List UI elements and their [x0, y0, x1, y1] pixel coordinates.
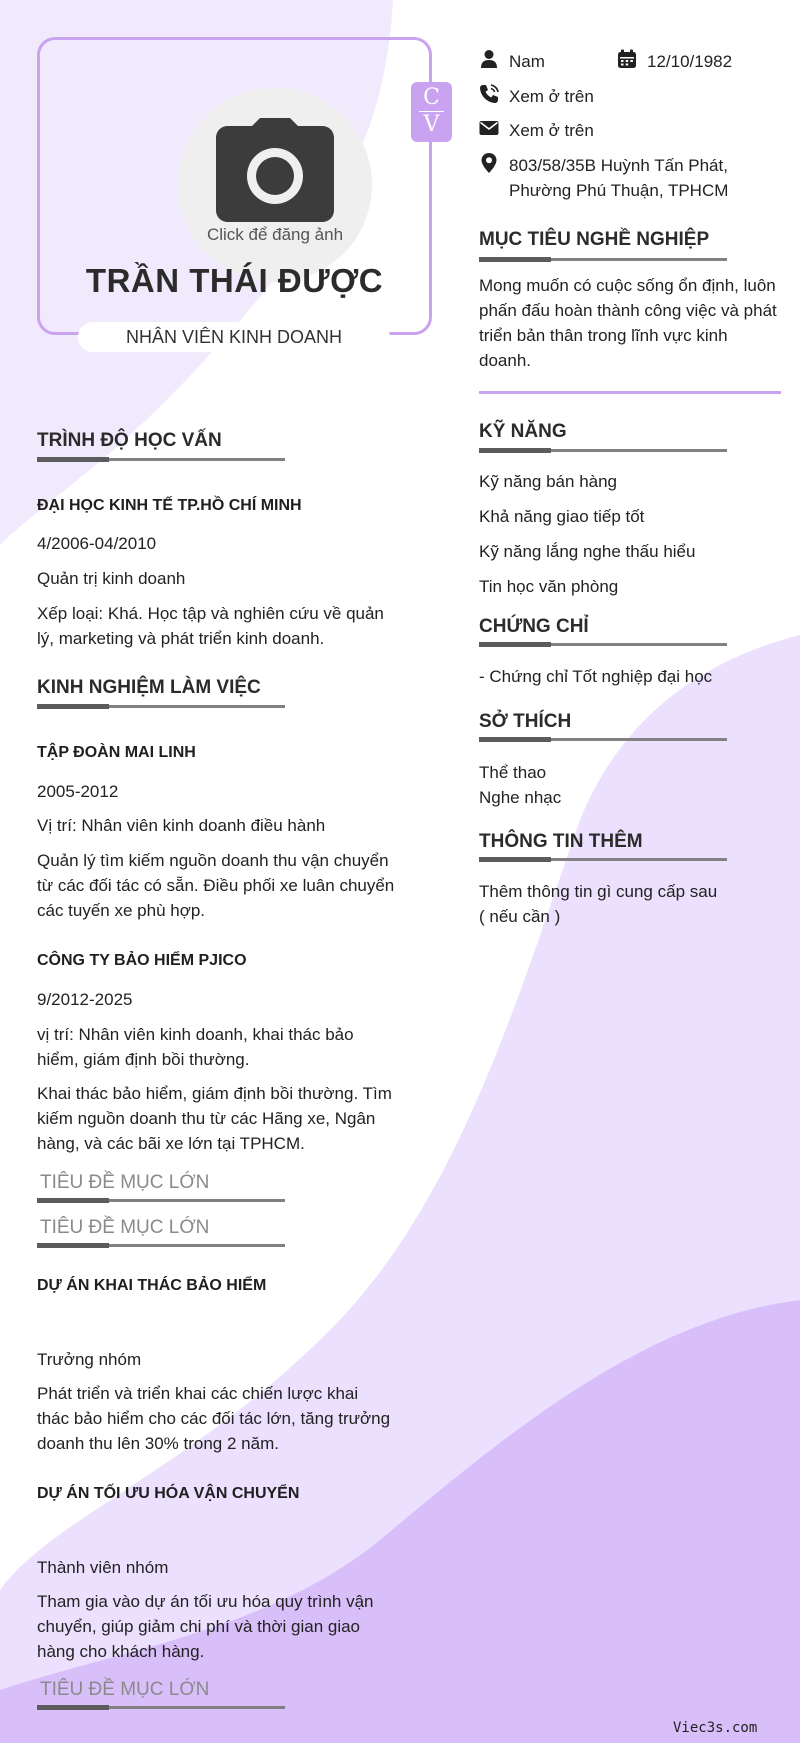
project-desc-line: Tham gia vào dự án tối ưu hóa quy trình vận: [37, 1592, 374, 1611]
placeholder-underline: [37, 1244, 285, 1247]
profile-card: [37, 37, 432, 335]
hobby-item: Nghe nhạc: [479, 788, 562, 807]
cv-badge-top: C: [423, 85, 440, 110]
objective-title: MỤC TIÊU NGHỀ NGHIỆP: [479, 229, 710, 250]
placeholder-section-title[interactable]: TIÊU ĐỀ MỤC LỚN: [40, 1217, 210, 1238]
phone-icon: [479, 84, 499, 104]
photo-upload-label: Click để đăng ảnh: [206, 225, 344, 244]
job-position: [37, 1022, 427, 1072]
objective-line: phấn đấu hoàn thành công việc và phát: [479, 301, 777, 320]
cv-badge-bottom: V: [423, 112, 440, 137]
calendar-icon: [617, 49, 637, 69]
gender-value: Nam: [509, 52, 545, 71]
watermark: Viec3s.com: [673, 1720, 758, 1736]
skill-item: Khả năng giao tiếp tốt: [479, 507, 645, 526]
extra-info-title: THÔNG TIN THÊM: [479, 831, 643, 852]
objective-line: doanh.: [479, 351, 531, 370]
job-position-line: vị trí: Nhân viên kinh doanh, khai thác bảo: [37, 1025, 354, 1044]
placeholder-section-title[interactable]: TIÊU ĐỀ MỤC LỚN: [40, 1679, 210, 1700]
location-pin-icon: [479, 153, 499, 173]
experience-title: KINH NGHIỆM LÀM VIỆC: [37, 677, 261, 698]
job-position: Vị trí: Nhân viên kinh doanh điều hành: [37, 816, 326, 835]
address-line-1: 803/58/35B Huỳnh Tấn Phát,: [509, 156, 728, 175]
project-role: Thành viên nhóm: [37, 1558, 169, 1577]
experience-underline: [37, 705, 285, 708]
school-name: ĐẠI HỌC KINH TẾ TP.HỒ CHÍ MINH: [37, 497, 302, 514]
job-desc-line: các tuyến xe phù hợp.: [37, 901, 206, 920]
project-title: DỰ ÁN KHAI THÁC BẢO HIỂM: [37, 1277, 267, 1294]
job-description: [37, 848, 427, 923]
objective-text: [479, 273, 789, 373]
certificate-item: - Chứng chỉ Tốt nghiệp đại học: [479, 667, 713, 686]
placeholder-underline: [37, 1706, 285, 1709]
education-major: Quản trị kinh doanh: [37, 569, 186, 588]
project-desc-line: Phát triển và triển khai các chiến lược khai: [37, 1384, 359, 1403]
cv-badge: [411, 82, 452, 142]
extra-info-underline: [479, 858, 727, 861]
job-desc-line: Khai thác bảo hiểm, giám định bồi thường. Tìm: [37, 1084, 392, 1103]
project-desc-line: thác bảo hiểm cho các đối tác lớn, tăng trưởng: [37, 1409, 391, 1428]
education-period: 4/2006-04/2010: [37, 534, 157, 553]
photo-upload-area[interactable]: [178, 88, 372, 282]
education-desc-line: lý, marketing và phát triển kinh doanh.: [37, 629, 325, 648]
job-position-line: hiểm, giám định bồi thường.: [37, 1050, 250, 1069]
certificates-underline: [479, 643, 727, 646]
placeholder-underline: [37, 1199, 285, 1202]
contact-gender: [479, 49, 609, 74]
job-desc-line: kiếm nguồn doanh thu từ các Hãng xe, Ngân: [37, 1109, 376, 1128]
contact-phone: [479, 84, 679, 109]
objective-underline: [479, 258, 727, 261]
section-divider: [479, 391, 781, 394]
hobbies-list: [479, 760, 561, 810]
skill-item: Tin học văn phòng: [479, 577, 619, 596]
hobbies-title: SỞ THÍCH: [479, 711, 572, 732]
education-title: TRÌNH ĐỘ HỌC VẤN: [37, 430, 222, 451]
envelope-icon: [479, 118, 499, 138]
placeholder-section-title[interactable]: TIÊU ĐỀ MỤC LỚN: [40, 1172, 210, 1193]
email-value: Xem ở trên: [509, 121, 594, 140]
contact-email: [479, 118, 679, 143]
project-desc-line: hàng cho khách hàng.: [37, 1642, 205, 1661]
objective-line: triển bản thân trong lĩnh vực kinh: [479, 326, 728, 345]
full-name: TRẦN THÁI ĐƯỢC: [85, 262, 384, 299]
project-role: Trưởng nhóm: [37, 1350, 142, 1369]
job-desc-line: Quản lý tìm kiếm nguồn doanh thu vận chuyển: [37, 851, 389, 870]
extra-info-text: [479, 879, 717, 929]
skills-list: [479, 469, 695, 609]
extra-info-line: ( nếu cần ): [479, 907, 561, 926]
education-description: [37, 601, 417, 651]
skills-underline: [479, 449, 727, 452]
skills-title: KỸ NĂNG: [479, 421, 567, 442]
job-period: 9/2012-2025: [37, 990, 133, 1009]
education-desc-line: Xếp loại: Khá. Học tập và nghiên cứu về quản: [37, 604, 384, 623]
address-line-2: Phường Phú Thuận, TPHCM: [509, 181, 729, 200]
project-description: [37, 1381, 437, 1456]
certificates-title: CHỨNG CHỈ: [479, 616, 589, 637]
objective-line: Mong muốn có cuộc sống ổn định, luôn: [479, 276, 776, 295]
skill-item: Kỹ năng lắng nghe thấu hiểu: [479, 542, 696, 561]
hobbies-underline: [479, 738, 727, 741]
project-title: DỰ ÁN TỐI ƯU HÓA VẬN CHUYỂN: [37, 1485, 300, 1502]
company-name: TẬP ĐOÀN MAI LINH: [37, 744, 196, 761]
education-underline: [37, 458, 285, 461]
birthday-value: 12/10/1982: [647, 52, 733, 71]
extra-info-line: Thêm thông tin gì cung cấp sau: [479, 882, 718, 901]
person-icon: [479, 49, 499, 69]
project-desc-line: doanh thu lên 30% trong 2 năm.: [37, 1434, 279, 1453]
camera-icon: [216, 118, 334, 222]
job-title: NHÂN VIÊN KINH DOANH: [78, 322, 390, 352]
project-description: [37, 1589, 437, 1664]
contact-birthday: [617, 49, 767, 74]
phone-value: Xem ở trên: [509, 87, 594, 106]
job-desc-line: hàng, và các bãi xe lớn tại TPHCM.: [37, 1134, 305, 1153]
skill-item: Kỹ năng bán hàng: [479, 472, 618, 491]
job-desc-line: từ các đối tác có sẵn. Điều phối xe luân chuyển: [37, 876, 395, 895]
hobby-item: Thể thao: [479, 763, 547, 782]
contact-address: [479, 153, 779, 203]
project-desc-line: chuyển, giúp giảm chi phí và thời gian giao: [37, 1617, 361, 1636]
job-description: [37, 1081, 427, 1156]
job-period: 2005-2012: [37, 782, 119, 801]
company-name: CÔNG TY BẢO HIỂM PJICO: [37, 952, 247, 969]
